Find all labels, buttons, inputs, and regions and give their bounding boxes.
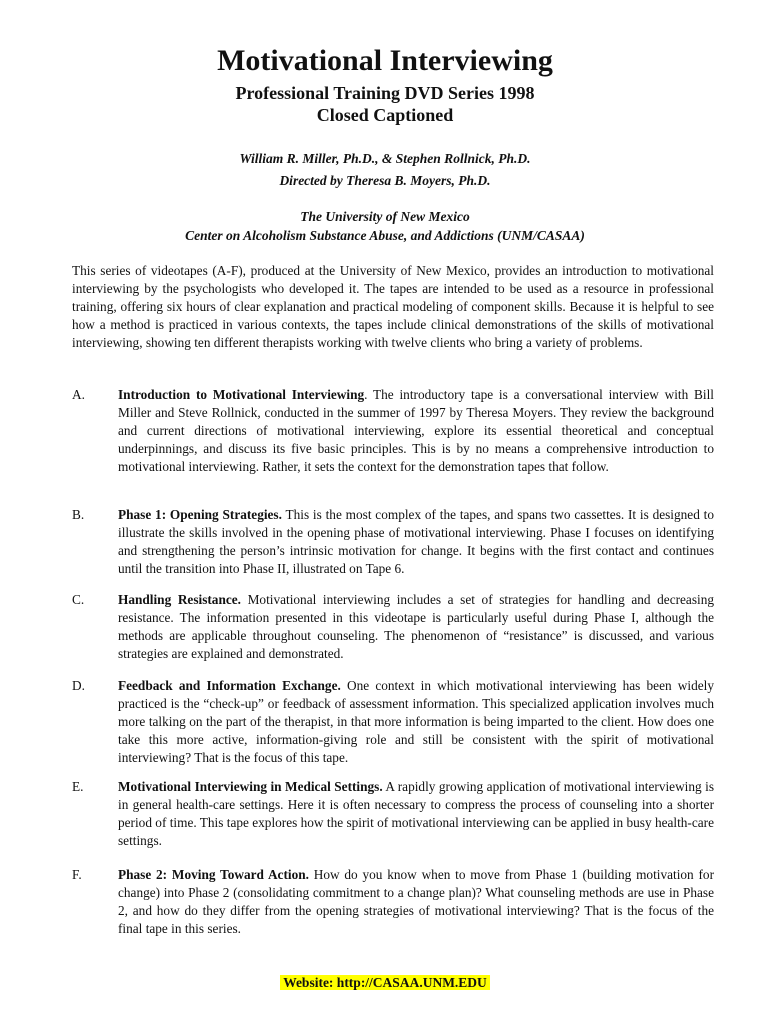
item-heading: Motivational Interviewing in Medical Settings. xyxy=(118,779,383,794)
item-letter: C. xyxy=(72,592,85,607)
item-heading: Introduction to Motivational Interviewing xyxy=(118,387,365,402)
item-letter: F. xyxy=(72,867,82,882)
item-text: A rapidly growing application of motivational interviewing is in general health-care settings. Here it is often necessary to compress the process of counseling into a shorter period of time. This tape explores how the spirit of motivational interviewing can be applied in busy health-care settings. xyxy=(118,779,714,848)
item-body xyxy=(118,591,714,663)
document-title: Motivational Interviewing xyxy=(217,44,553,77)
item-text: One context in which motivational interviewing has been widely practiced is the “check-up” or feedback of assessment information. This specialized application involves much more talking on the part of the therapist, in that more information is being imparted to the client. How does one take this more active, information-giving role and still be consistent with the spirit of motivational interviewing? That is the focus of this tape. xyxy=(118,678,714,765)
item-body xyxy=(118,506,714,578)
item-body xyxy=(118,778,714,850)
captioned-note: Closed Captioned xyxy=(316,105,454,125)
item-body xyxy=(118,866,714,938)
document-subtitle: Professional Training DVD Series 1998 xyxy=(235,83,535,103)
tape-item-c xyxy=(72,591,714,663)
item-letter: E. xyxy=(72,779,84,794)
tape-item-f xyxy=(72,866,714,938)
website-link[interactable]: Website: http://CASAA.UNM.EDU xyxy=(280,975,490,990)
item-heading: Phase 2: Moving Toward Action. xyxy=(118,867,309,882)
university-line: The University of New Mexico xyxy=(300,209,470,224)
item-text: . The introductory tape is a conversational interview with Bill Miller and Steve Rollnick, conducted in the summer of 1997 by Theresa Moyers. They review the background and current directions of motivational interviewing, explore its essential theoretical and conceptual underpinnings, and discuss its five basic principles. This is by no means a comprehensive introduction to motivational interviewing. Rather, it sets the context for the demonstration tapes that follow. xyxy=(118,387,714,474)
item-heading: Phase 1: Opening Strategies. xyxy=(118,507,282,522)
item-letter: D. xyxy=(72,678,85,693)
item-heading: Feedback and Information Exchange. xyxy=(118,678,341,693)
item-text: How do you know when to move from Phase 1 (building motivation for change) into Phase 2 (consolidating commitment to a change plan)? What counseling methods are use in Phase 2, and how do they differ from the opening strategies of motivational interviewing? That is the focus of the final tape in this series. xyxy=(118,867,714,936)
director-line: Directed by Theresa B. Moyers, Ph.D. xyxy=(279,173,491,188)
tape-item-a xyxy=(72,386,714,476)
item-letter: A. xyxy=(72,387,85,402)
website-footer xyxy=(0,974,770,992)
tape-item-b xyxy=(72,506,714,578)
item-text: This is the most complex of the tapes, and spans two cassettes. It is designed to illustrate the skills involved in the opening phase of motivational interviewing. Phase I focuses on identifying and strengthening the person’s intrinsic motivation for change. It begins with the first contact and continues until the transition into Phase II, illustrated on Tape 6. xyxy=(118,507,714,576)
intro-paragraph: This series of videotapes (A-F), produced at the University of New Mexico, provides an introduction to motivational interviewing by the psychologists who developed it. The tapes are intended to be used as a resource in professional training, offering six hours of clear explanation and practical modeling of component skills. Because it is helpful to see how a method is practiced in various contexts, the tapes include clinical demonstrations of the skills of motivational interviewing, showing ten different therapists working with twelve clients who bring a variety of problems. xyxy=(72,263,714,350)
item-text: Motivational interviewing includes a set of strategies for handling and decreasing resistance. The information presented in this videotape is particularly useful during Phase I, although the methods are applicable throughout counseling. The phenomenon of “resistance” is discussed, and various strategies are explained and demonstrated. xyxy=(118,592,715,661)
item-letter: B. xyxy=(72,507,85,522)
tape-item-d xyxy=(72,677,714,767)
item-body xyxy=(118,677,714,767)
authors-line: William R. Miller, Ph.D., & Stephen Rollnick, Ph.D. xyxy=(239,151,531,166)
tape-item-e xyxy=(72,778,714,850)
item-heading: Handling Resistance. xyxy=(118,592,241,607)
item-body xyxy=(118,386,714,476)
center-line: Center on Alcoholism Substance Abuse, and Addictions (UNM/CASAA) xyxy=(185,228,585,243)
